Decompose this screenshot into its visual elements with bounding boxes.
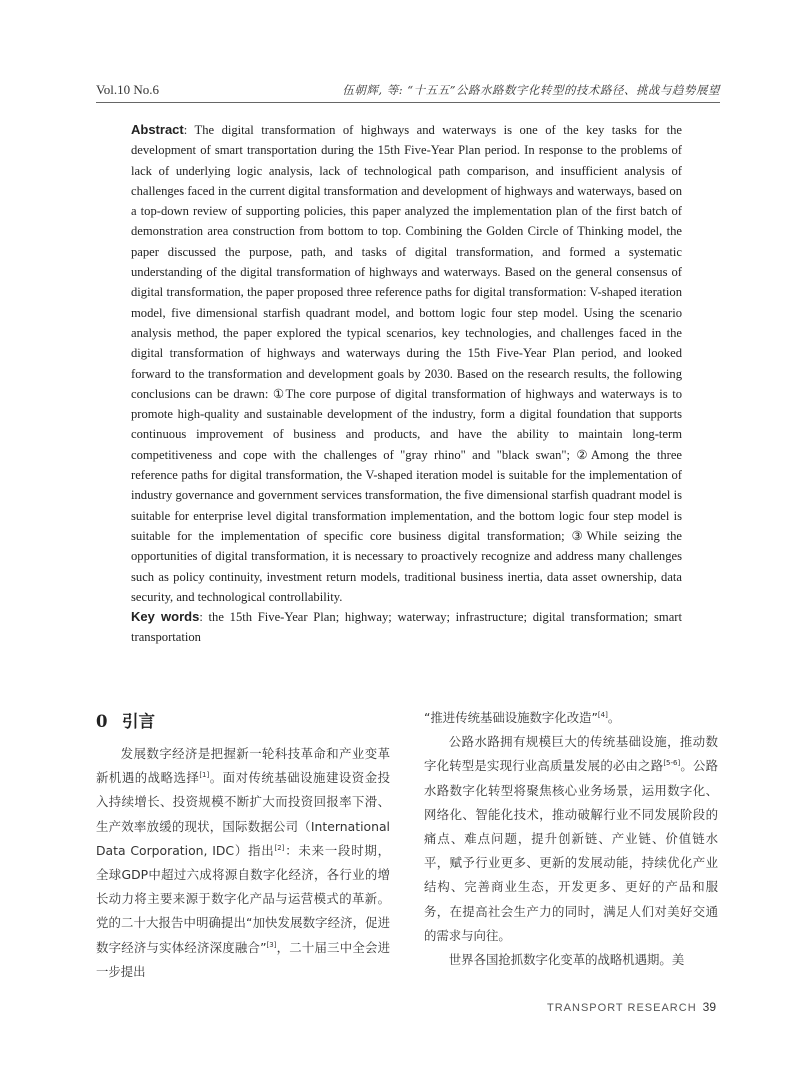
intro-paragraph-3: 世界各国抢抓数字化变革的战略机遇期。美 [448, 952, 685, 968]
keywords-paragraph [131, 607, 682, 648]
text-run: ，二十届三中全会进一步提出 [96, 939, 391, 979]
page-number: 39 [702, 1000, 716, 1014]
text-run: 。面对传统基础设施建设资金投入持续增长、投资规模不断扩大而投资回报率下滑、生产效率放缓的现状，国际数据公司（International Data Corporation, IDC）指出 [96, 770, 391, 858]
section-heading [96, 708, 390, 736]
citation-5-6[interactable]: [5-6] [663, 759, 681, 768]
header-rule [96, 102, 720, 103]
page-footer [547, 1000, 716, 1014]
abstract-label: Abstract [131, 122, 184, 137]
citation-2[interactable]: [2] [274, 843, 285, 852]
citation-4[interactable]: [4] [597, 710, 608, 719]
intro-paragraph-2 [424, 730, 718, 948]
intro-paragraph-1-continued [424, 706, 718, 730]
running-title: 伍朝辉, 等: “十五五”公路水路数字化转型的技术路径、挑战与趋势展望 [342, 83, 720, 97]
keywords-text: : the 15th Five-Year Plan; highway; waterway; infrastructure; digital transformation; smart transportation [131, 610, 682, 645]
abstract-paragraph [131, 120, 682, 607]
journal-volume: Vol.10 No.6 [96, 82, 159, 97]
keywords-label: Key words [131, 609, 200, 625]
english-abstract [131, 120, 682, 648]
citation-1[interactable]: [1] [199, 771, 210, 780]
citation-3[interactable]: [3] [266, 940, 277, 949]
text-run: 。 [607, 710, 621, 725]
left-column [96, 708, 390, 984]
intro-paragraph-1 [96, 742, 390, 984]
footer-journal-name: TRANSPORT RESEARCH [547, 1002, 697, 1014]
abstract-text: : The digital transformation of highways and waterways is one of the key tasks for the development of smart transportation during the 15th Five-Year Plan period. In response to the problems of lack of underlying logic analysis, lack of technological path comparison, and insufficient analysis of challenges faced in the current digital transformation and development of highways and waterways, based on a top-down review of supporting policies, this paper analyzed the implementation plan of the first batch of demonstration area construction from bottom to top. Combining the Golden Circle of Thinking model, the paper discussed the purpose, path, and tasks of digital transformation, and formed a systematic understanding of the digital transformation of highways and waterways. Based on the general consensus of digital transformation, the paper proposed three reference paths for digital transformation: V-shaped iteration model, five dimensional starfish quadrant model, and bottom logic four step model. Using the scenario analysis method, the paper explored the typical scenarios, key technologies, and challenges faced in the digital transformation of highways and waterways during the 15th Five-Year Plan period, and looked forward to the transformation and development goals by 2030. Based on the research results, the following conclusions can be drawn: ①The core purpose of digital transformation of highways and waterways is to promote high-quality and sustainable development of the industry, form a digital foundation that supports continuous improvement of business and products, and have the ability to maintain long-term competitiveness and cope with the challenges of "gray rhino" and "black swan"; ②Among the three reference paths for digital transformation, the V-shaped iteration model is suitable for the implementation of industry governance and government services transformation, the five dimensional starfish quadrant model is suitable for enterprise level digital transformation implementation, and the bottom logic four step model is suitable for the implementation of specific core business digital transformation; ③While seizing the opportunities of digital transformation, it is necessary to proactively recognize and address many challenges such as policy continuity, investment return models, traditional business inertia, data asset ownership, data security, and technological controllability. [131, 123, 682, 604]
text-run: 。公路水路数字化转型将聚焦核心业务场景，运用数字化、网络化、智能化技术，推动破解行业不同发展阶段的痛点、难点问题，提升创新链、产业链、价值链水平，赋予行业更多、更新的发展动能，持续优化产业结构、完善商业生态，开发更多、更好的产品和服务，在提高社会生产力的同时，满足人们对美好交通的需求与向往。 [424, 758, 719, 943]
text-run: “推进传统基础设施数字化改造” [424, 710, 598, 725]
text-run: 发展数字经济是把握新一轮科技革命和产业变革新机遇的战略选择 [96, 746, 390, 786]
running-header [96, 80, 720, 100]
text-run: 公路水路拥有规模巨大的传统基础设施，推动数字化转型是实现行业高质量发展的必由之路 [424, 734, 718, 774]
section-number: 0 [96, 712, 108, 731]
section-title: 引言 [122, 712, 155, 731]
text-run: ：未来一段时期，全球GDP中超过六成将源自数字化经济，各行业的增长动力将主要来源于数字化产品与运营模式的革新。党的二十大报告中明确提出“加快发展数字经济，促进数字经济与实体经济深度融合” [96, 842, 391, 955]
right-column [424, 706, 718, 972]
